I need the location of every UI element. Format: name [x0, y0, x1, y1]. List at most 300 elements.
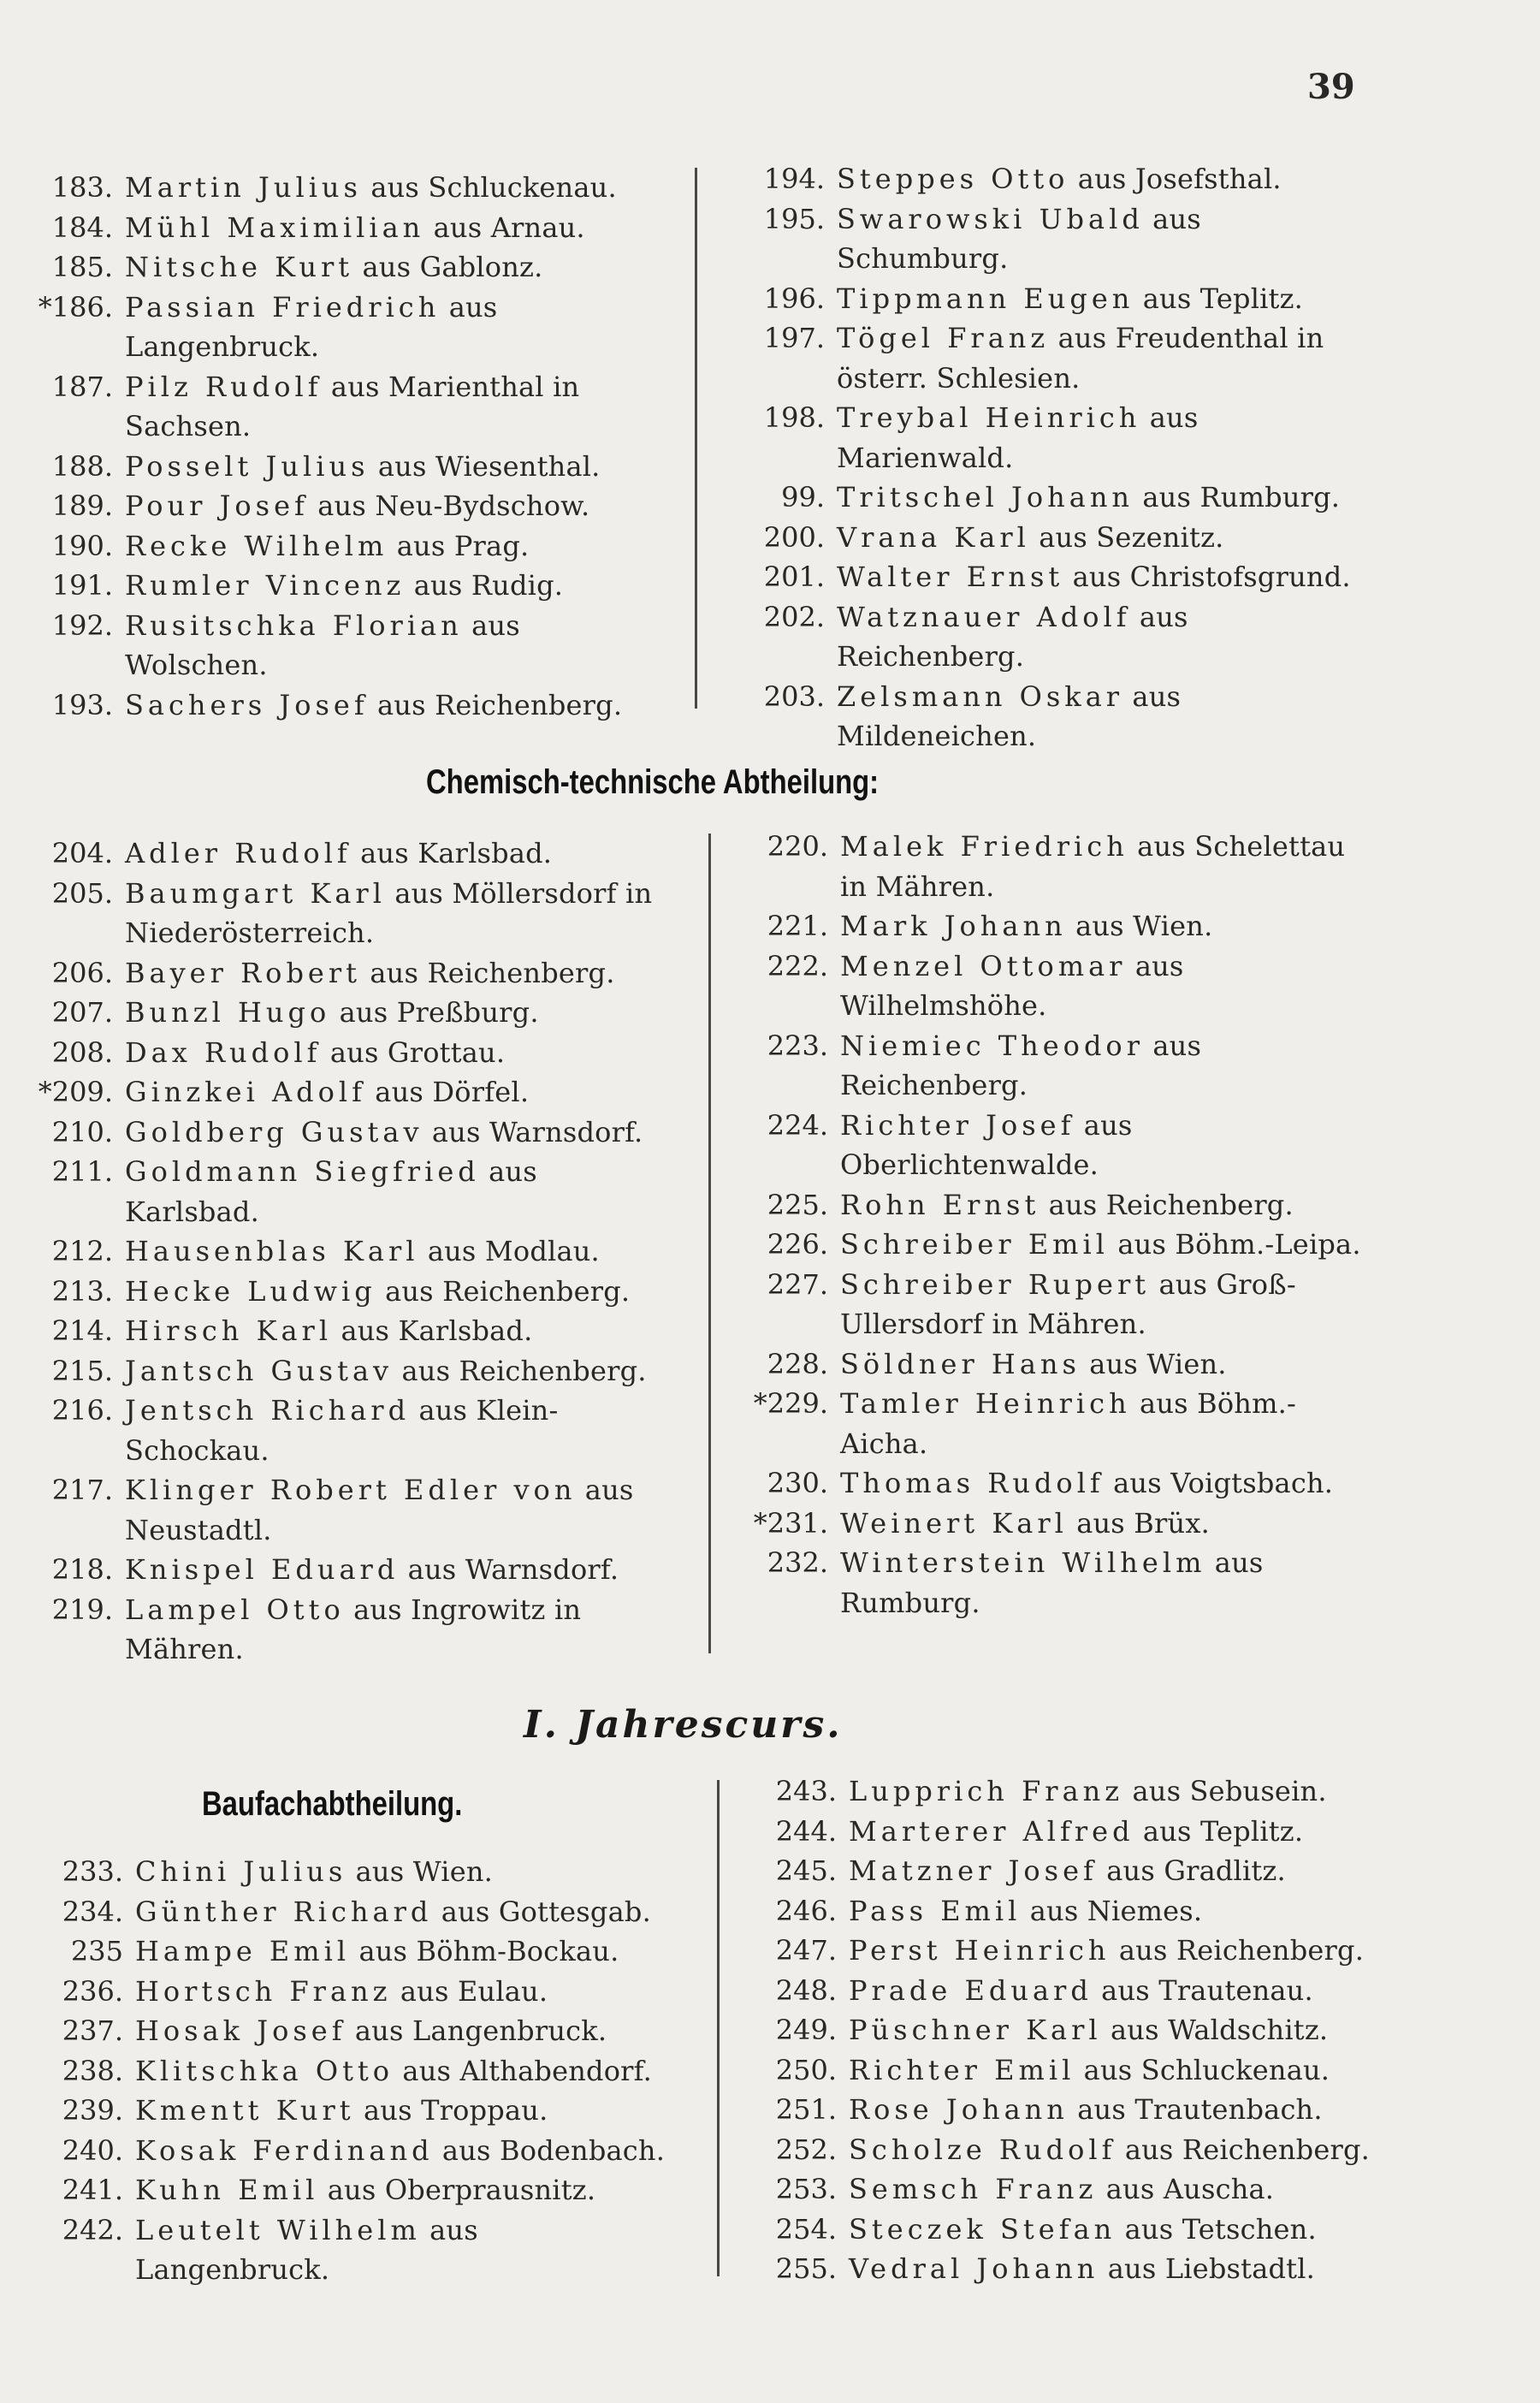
entry-name: Richter Emil: [849, 2053, 1075, 2086]
entry-origin: aus Ingrowitz in Mähren.: [125, 1593, 582, 1665]
list-item: [749, 1384, 1365, 1463]
entry-body: [840, 1106, 1365, 1185]
entry-number: 212.: [51, 1235, 113, 1267]
entry-name: Perst Heinrich: [849, 1934, 1111, 1967]
list-item: [758, 1851, 1374, 1891]
entry-name: Semsch Franz: [849, 2173, 1098, 2205]
entry-body: [837, 318, 1362, 398]
entry-number: 190.: [51, 529, 113, 562]
entry-name: Martin Julius: [125, 171, 362, 204]
list-item: [34, 1231, 667, 1272]
entry-number: 253.: [775, 2173, 837, 2205]
entry-origin: aus Schelettau in Mähren.: [840, 830, 1346, 903]
entry-origin: aus Karlsbad.: [125, 1155, 537, 1228]
entry-body: [125, 993, 667, 1033]
entry-origin: aus Reichenberg.: [361, 956, 615, 989]
entry-name: Lupprich Franz: [849, 1775, 1124, 1807]
entry-name: Tippmann Eugen: [837, 282, 1134, 315]
entry-name: Menzel Ottomar: [840, 949, 1127, 982]
entry-number: 240.: [62, 2133, 123, 2167]
entry-body: [837, 518, 1362, 558]
list-item: [749, 1543, 1365, 1623]
entry-name: Söldner Hans: [840, 1347, 1081, 1380]
list-item: [34, 168, 667, 208]
entry-name: Posselt Julius: [125, 449, 370, 483]
entry-body: [125, 1590, 667, 1670]
entry-body: [849, 1771, 1374, 1812]
entry-body: [125, 1470, 667, 1550]
entry-origin: aus Freudenthal in österr. Schlesien.: [837, 322, 1324, 395]
entry-origin: aus Eulau.: [391, 1974, 548, 2008]
entry-name: Watznauer Adolf: [837, 600, 1131, 633]
entry-origin: aus Preßburg.: [330, 996, 539, 1029]
entry-number: 236.: [62, 1974, 123, 2008]
list-item: [34, 993, 667, 1033]
entry-number: 227.: [767, 1267, 828, 1301]
list-item: [758, 1931, 1374, 1971]
entry-number: 217.: [51, 1474, 113, 1506]
list-item: [758, 1771, 1374, 1812]
entry-body: [125, 1033, 667, 1073]
entry-name: Püschner Karl: [849, 2014, 1102, 2046]
entry-name: Chini Julius: [135, 1855, 347, 1888]
list-item: [746, 318, 1362, 398]
entry-body: [125, 247, 667, 288]
entry-body: [135, 2210, 676, 2290]
entry-body: [125, 834, 667, 874]
entry-origin: aus Troppau.: [354, 2094, 548, 2127]
entry-number: 203.: [763, 679, 825, 713]
list-item: [749, 1344, 1365, 1385]
entry-body: [840, 906, 1365, 946]
entry-number: 245.: [775, 1854, 837, 1887]
bau-left-column: [44, 1852, 676, 2290]
entry-body: [840, 1225, 1365, 1265]
entry-body: [837, 398, 1362, 478]
entry-origin: aus Dörfel.: [365, 1076, 530, 1108]
list-item: [34, 526, 667, 567]
entry-name: Pour Josef: [125, 490, 309, 522]
entry-name: Goldmann Siegfried: [125, 1155, 480, 1188]
list-item: [749, 906, 1365, 946]
list-item: [34, 606, 667, 685]
entry-body: [840, 827, 1365, 906]
entry-body: [125, 874, 667, 953]
entry-origin: aus Möllersdorf in Niederösterreich.: [125, 876, 653, 949]
entry-number: 188.: [51, 449, 113, 483]
entry-origin: aus Neu-Bydschow.: [308, 490, 590, 522]
list-item: [34, 953, 667, 994]
entry-number: *209.: [38, 1076, 113, 1108]
entry-name: Günther Richard: [135, 1895, 433, 1928]
list-item: [34, 1152, 667, 1231]
entry-name: Hecke Ludwig: [125, 1274, 376, 1308]
entry-name: Tögel Franz: [837, 322, 1050, 354]
entry-number: 187.: [51, 370, 113, 403]
entry-body: [125, 1550, 667, 1590]
list-item: [34, 1112, 667, 1153]
entry-name: Hausenblas Karl: [125, 1235, 419, 1267]
entry-origin: aus Prag.: [388, 529, 530, 562]
entry-number: *186.: [38, 290, 113, 323]
entry-origin: aus Althabendorf.: [394, 2054, 652, 2087]
entry-body: [125, 1152, 667, 1231]
entry-name: Mark Johann: [840, 910, 1067, 942]
entry-origin: aus Schluckenau.: [1075, 2053, 1330, 2086]
entry-body: [837, 597, 1362, 677]
entry-origin: aus Gablonz.: [353, 251, 543, 283]
list-item: [746, 199, 1362, 279]
entry-name: Pilz Rudolf: [125, 370, 323, 403]
entry-number: 250.: [775, 2053, 837, 2086]
list-item: [34, 566, 667, 606]
list-item: [749, 1504, 1365, 1544]
entry-origin: aus Wolschen.: [125, 608, 520, 681]
entry-number: 214.: [51, 1314, 113, 1347]
entry-body: [837, 557, 1362, 597]
entry-number: 225.: [767, 1188, 828, 1221]
entry-body: [125, 1351, 667, 1391]
entry-origin: aus Schluckenau.: [361, 171, 617, 204]
list-item: [758, 2050, 1374, 2091]
list-item: [746, 398, 1362, 478]
entry-number: 208.: [51, 1035, 113, 1069]
list-item: [749, 946, 1365, 1026]
entry-body: [125, 447, 667, 487]
entry-body: [125, 208, 667, 248]
entry-origin: aus Klein-Schockau.: [125, 1394, 559, 1467]
entry-origin: aus Schumburg.: [837, 202, 1201, 275]
entry-origin: aus Reichenberg.: [368, 688, 623, 721]
entry-origin: aus Karlsbad.: [351, 837, 553, 869]
entry-body: [849, 1971, 1374, 2011]
list-item: [34, 1033, 667, 1073]
entry-origin: aus Brüx.: [1067, 1506, 1210, 1540]
list-item: [34, 288, 667, 367]
entry-number: 241.: [62, 2174, 123, 2206]
entry-body: [125, 606, 667, 685]
entry-body: [135, 1892, 676, 1932]
entry-origin: aus Wiesenthal.: [369, 449, 601, 483]
entry-number: 247.: [775, 1934, 837, 1967]
entry-body: [840, 1344, 1365, 1385]
entry-number: 99.: [781, 481, 825, 513]
entry-name: Ginzkei Adolf: [125, 1076, 366, 1108]
entry-origin: aus Sezenitz.: [1029, 520, 1224, 554]
entry-body: [125, 367, 667, 447]
entry-origin: aus Karlsbad.: [332, 1314, 533, 1347]
entry-body: [840, 1463, 1365, 1504]
entry-number: 184.: [51, 211, 113, 244]
page-number: 39: [1307, 67, 1355, 107]
list-item: [44, 1972, 676, 2012]
entry-name: Schreiber Emil: [840, 1228, 1109, 1261]
entry-number: 189.: [51, 490, 113, 522]
entry-name: Nitsche Kurt: [125, 251, 354, 283]
entry-origin: aus Reichenberg.: [840, 1029, 1202, 1101]
entry-body: [849, 2169, 1374, 2210]
entry-number: 230.: [767, 1467, 828, 1499]
entry-number: 254.: [775, 2212, 837, 2246]
entry-origin: aus Böhm-Bockau.: [350, 1935, 619, 1967]
entry-name: Kuhn Emil: [135, 2174, 319, 2206]
entry-number: 235: [70, 1935, 123, 1967]
entry-number: 193.: [51, 688, 113, 721]
entry-origin: aus Gradlitz.: [1097, 1854, 1286, 1887]
list-item: [34, 1072, 667, 1112]
entry-name: Goldberg Gustav: [125, 1115, 424, 1148]
entry-number: 223.: [767, 1029, 828, 1062]
entry-name: Tritschel Johann: [837, 481, 1134, 513]
list-item: [34, 1311, 667, 1351]
entry-number: 200.: [763, 520, 825, 554]
list-item: [746, 279, 1362, 319]
entry-origin: aus Voigtsbach.: [1104, 1467, 1334, 1499]
entry-body: [125, 486, 667, 526]
entry-body: [135, 2091, 676, 2131]
list-item: [34, 1391, 667, 1470]
list-item: [758, 1812, 1374, 1852]
entry-name: Steppes Otto: [837, 163, 1069, 195]
list-item: [758, 1971, 1374, 2011]
entry-name: Vrana Karl: [837, 520, 1030, 554]
entry-name: Malek Friedrich: [840, 830, 1128, 863]
entry-origin: aus Waldschitz.: [1101, 2014, 1329, 2046]
list-item: [44, 2091, 676, 2131]
entry-number: 248.: [775, 1973, 837, 2007]
entry-number: 222.: [767, 949, 828, 982]
entry-number: 246.: [775, 1894, 837, 1927]
entry-name: Marterer Alfred: [849, 1814, 1134, 1848]
entry-body: [840, 1185, 1365, 1225]
entry-number: 239.: [62, 2094, 123, 2127]
column-divider: [695, 168, 697, 709]
entry-number: 221.: [767, 910, 828, 942]
entry-body: [125, 526, 667, 567]
entry-number: 198.: [763, 401, 825, 434]
entry-number: 207.: [51, 996, 113, 1029]
section-title-jahrescurs: I. Jahrescurs.: [524, 1703, 843, 1747]
entry-number: 191.: [51, 569, 113, 602]
entry-number: 202.: [763, 600, 825, 633]
entry-origin: aus Christofsgrund.: [1063, 561, 1351, 593]
entry-number: 243.: [775, 1775, 837, 1807]
entry-body: [125, 1272, 667, 1312]
entry-name: Steczek Stefan: [849, 2212, 1116, 2246]
entry-number: 195.: [763, 202, 825, 235]
entry-number: 206.: [51, 956, 113, 989]
entry-origin: aus Teplitz.: [1134, 282, 1304, 315]
entry-number: 233.: [62, 1855, 123, 1888]
entry-name: Baumgart Karl: [125, 876, 386, 910]
entry-body: [125, 288, 667, 367]
entry-body: [837, 159, 1362, 199]
entry-body: [849, 2210, 1374, 2250]
entry-name: Klinger Robert Edler von: [125, 1474, 577, 1506]
entry-name: Prade Eduard: [849, 1973, 1093, 2007]
list-item: [34, 486, 667, 526]
entry-origin: aus Reichenberg.: [837, 600, 1188, 673]
list-item: [746, 159, 1362, 199]
column-divider: [708, 834, 711, 1653]
list-item: [758, 2249, 1374, 2289]
list-item: [746, 677, 1362, 756]
entry-name: Klitschka Otto: [135, 2054, 394, 2087]
entry-name: Lampel Otto: [125, 1593, 345, 1626]
entry-body: [125, 685, 667, 726]
entry-body: [840, 946, 1365, 1026]
entry-origin: aus Wilhelmshöhe.: [840, 949, 1184, 1022]
entry-name: Knispel Eduard: [125, 1553, 400, 1586]
list-item: [44, 1892, 676, 1932]
entry-origin: aus Langenbruck.: [346, 2014, 607, 2047]
entry-body: [849, 1812, 1374, 1852]
entry-number: 238.: [62, 2054, 123, 2087]
list-item: [758, 2169, 1374, 2210]
entry-name: Vedral Johann: [849, 2252, 1099, 2285]
entry-body: [125, 1072, 667, 1112]
entry-origin: aus Wien.: [1066, 910, 1213, 942]
entry-name: Weinert Karl: [840, 1506, 1068, 1540]
list-item: [758, 2130, 1374, 2170]
entry-origin: aus Auscha.: [1097, 2173, 1275, 2205]
entry-number: 237.: [62, 2014, 123, 2047]
entry-body: [135, 1931, 676, 1972]
list-item: [44, 2051, 676, 2092]
bau-right-column: [758, 1771, 1374, 2289]
entry-name: Winterstein Wilhelm: [840, 1546, 1206, 1579]
entry-number: 218.: [51, 1553, 113, 1586]
entry-origin: aus Wien.: [1080, 1347, 1227, 1380]
list-item: [34, 208, 667, 248]
entry-body: [840, 1543, 1365, 1623]
entry-origin: aus Reichenberg.: [1110, 1934, 1365, 1967]
list-item: [758, 2090, 1374, 2130]
entry-body: [125, 1391, 667, 1470]
entry-origin: aus Sebusein.: [1123, 1775, 1327, 1807]
list-item: [746, 518, 1362, 558]
entry-number: 197.: [763, 322, 825, 354]
entry-origin: aus Niemes.: [1021, 1894, 1203, 1927]
entry-number: 242.: [62, 2213, 123, 2246]
list-item: [34, 685, 667, 726]
entry-number: 234.: [62, 1895, 123, 1928]
entry-origin: aus Trautenbach.: [1068, 2093, 1323, 2126]
entry-body: [135, 2131, 676, 2171]
entry-origin: aus Marienthal in Sachsen.: [125, 370, 580, 442]
list-item: [34, 1590, 667, 1670]
list-item: [34, 1550, 667, 1590]
list-item: [44, 1931, 676, 1972]
entry-origin: aus Oberprausnitz.: [318, 2174, 596, 2206]
entry-origin: aus Groß-Ullersdorf in Mähren.: [840, 1267, 1296, 1340]
entry-number: 244.: [775, 1814, 837, 1848]
list-item: [44, 1852, 676, 1892]
list-item: [746, 597, 1362, 677]
entry-origin: aus Grottau.: [321, 1035, 506, 1069]
entry-body: [849, 2010, 1374, 2050]
entry-name: Thomas Rudolf: [840, 1467, 1105, 1499]
list-item: [34, 1272, 667, 1312]
entry-name: Swarowski Ubald: [837, 202, 1144, 235]
entry-name: Pass Emil: [849, 1894, 1022, 1927]
entry-name: Leutelt Wilhelm: [135, 2213, 421, 2246]
entry-body: [135, 2051, 676, 2092]
list-item: [34, 1351, 667, 1391]
entry-number: 249.: [775, 2014, 837, 2046]
column-divider: [717, 1780, 720, 2276]
entry-origin: aus Teplitz.: [1134, 1814, 1304, 1848]
entry-number: 201.: [763, 561, 825, 593]
entry-name: Richter Josef: [840, 1108, 1075, 1142]
entry-name: Recke Wilhelm: [125, 529, 388, 562]
list-item: [44, 2170, 676, 2210]
entry-origin: aus Tetschen.: [1116, 2212, 1317, 2246]
entry-number: 215.: [51, 1354, 113, 1387]
entry-origin: aus Reichenberg.: [1040, 1188, 1294, 1221]
entry-name: Sachers Josef: [125, 688, 369, 721]
entry-name: Tamler Heinrich: [840, 1387, 1131, 1420]
entry-origin: aus Reichenberg.: [1116, 2133, 1371, 2166]
entry-name: Zelsmann Oskar: [837, 679, 1124, 713]
list-item: [44, 2210, 676, 2290]
entry-number: 220.: [767, 830, 828, 863]
entry-origin: aus Böhm.-Aicha.: [840, 1387, 1297, 1460]
entry-name: Hirsch Karl: [125, 1314, 333, 1347]
entry-name: Jentsch Richard: [125, 1394, 411, 1427]
entry-name: Rusitschka Florian: [125, 608, 463, 642]
entry-name: Bunzl Hugo: [125, 996, 331, 1029]
entry-name: Bayer Robert: [125, 956, 362, 989]
entry-number: 219.: [51, 1593, 113, 1626]
entry-number: 205.: [51, 876, 113, 910]
entry-body: [849, 2050, 1374, 2091]
entry-origin: aus Rumburg.: [840, 1546, 1264, 1619]
entry-name: Scholze Rudolf: [849, 2133, 1116, 2166]
list-item: [34, 834, 667, 874]
entry-body: [135, 2170, 676, 2210]
entry-origin: aus Neustadtl.: [125, 1474, 634, 1546]
entry-origin: aus Langenbruck.: [135, 2213, 478, 2286]
entry-origin: aus Oberlichtenwalde.: [840, 1108, 1133, 1181]
entry-origin: aus Modlau.: [418, 1235, 600, 1267]
entry-origin: aus Rumburg.: [1134, 481, 1341, 513]
entry-body: [125, 1112, 667, 1153]
entry-body: [840, 1384, 1365, 1463]
entry-body: [840, 1504, 1365, 1544]
entry-origin: aus Liebstadtl.: [1099, 2252, 1316, 2285]
entry-origin: aus Trautenau.: [1092, 1973, 1313, 2007]
entry-origin: aus Reichenberg.: [376, 1274, 631, 1308]
entry-body: [849, 2130, 1374, 2170]
entry-name: Schreiber Rupert: [840, 1267, 1151, 1301]
entry-body: [837, 677, 1362, 756]
entry-name: Adler Rudolf: [125, 837, 352, 869]
entry-body: [837, 478, 1362, 518]
list-item: [749, 1026, 1365, 1106]
entry-name: Niemiec Theodor: [840, 1029, 1144, 1062]
list-item: [758, 1891, 1374, 1931]
entry-name: Hortsch Franz: [135, 1974, 392, 2008]
entry-body: [849, 2249, 1374, 2289]
entry-name: Kmentt Kurt: [135, 2094, 355, 2127]
entry-number: 255.: [775, 2252, 837, 2285]
entry-origin: aus Warnsdorf.: [399, 1553, 619, 1586]
entry-number: 224.: [767, 1108, 828, 1142]
entry-name: Passian Friedrich: [125, 290, 441, 323]
entry-origin: aus Josefsthal.: [1069, 163, 1282, 195]
section-heading-bau: Baufachabtheilung.: [202, 1785, 463, 1823]
